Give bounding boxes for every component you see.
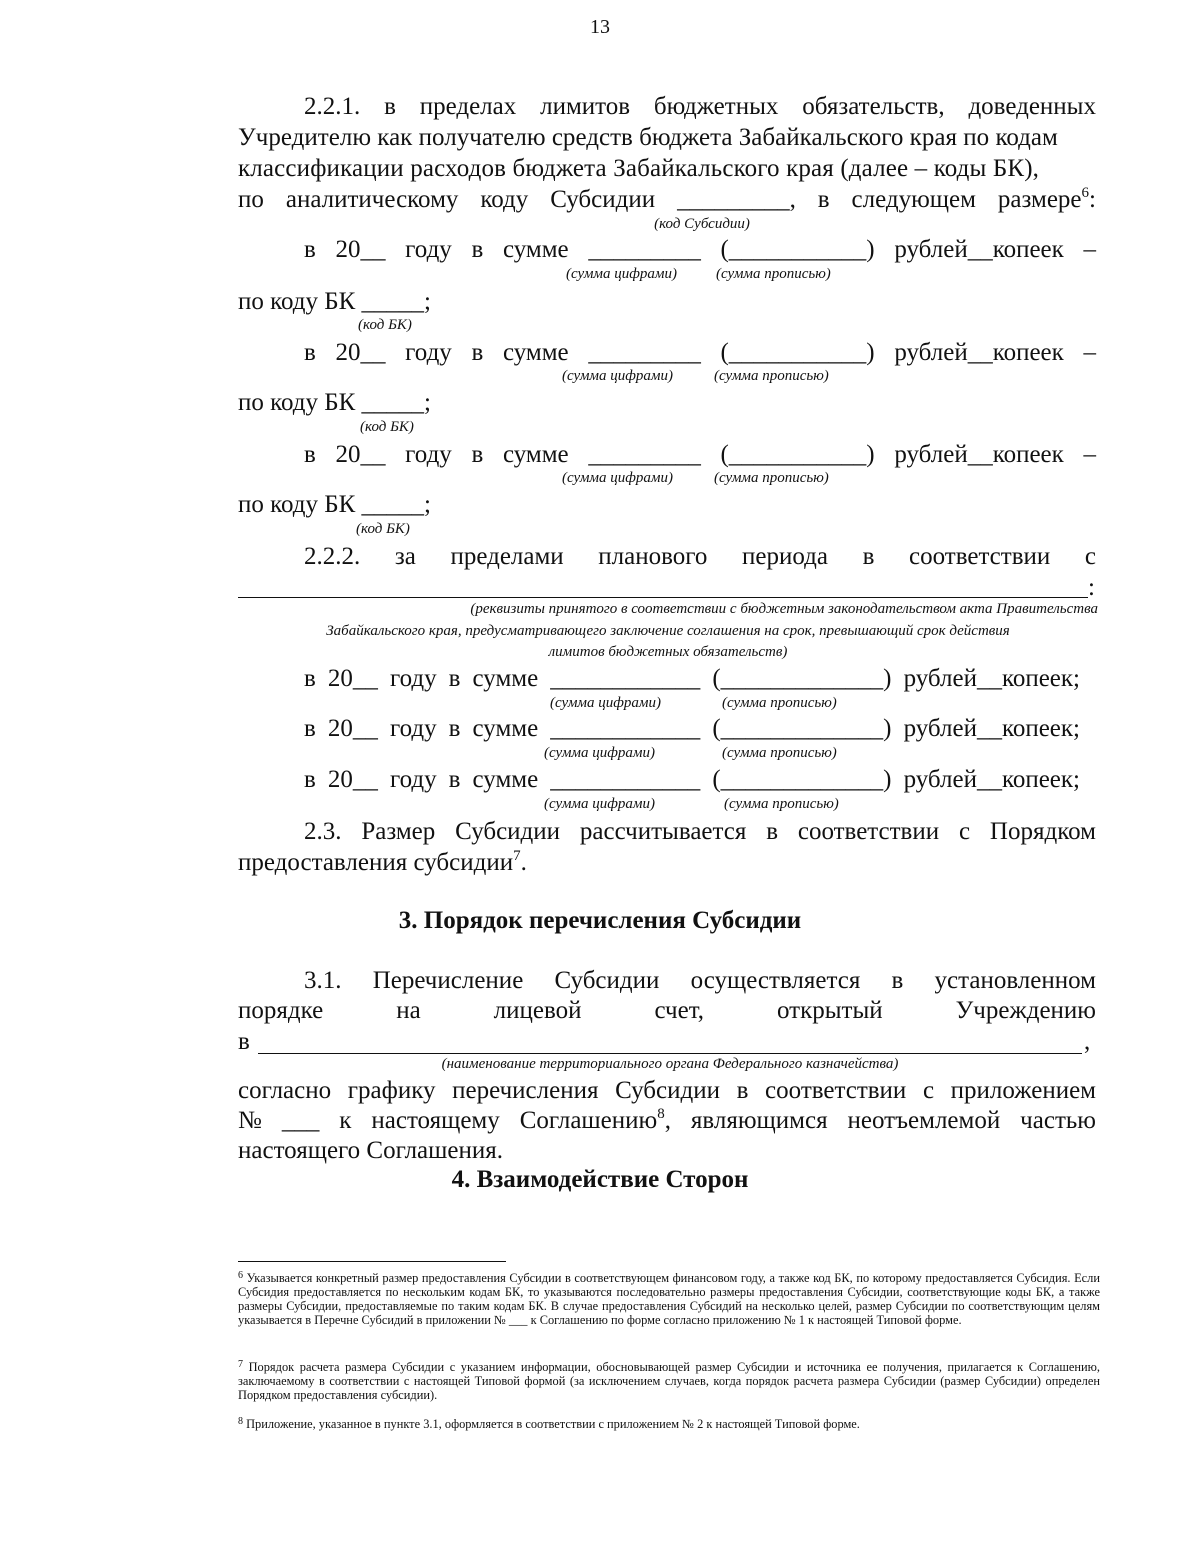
caption-subsidy-code: (код Субсидии) [654,216,750,232]
caption-sum-digits: (сумма цифрами) [544,745,655,761]
year-amount-row-1: в 20__ году в сумме _________ (___________) рублей__копеек – [304,236,1096,263]
caption-sum-words: (сумма прописью) [722,695,837,711]
clause-3-1-line-3-start: в [238,1028,250,1055]
clause-3-1-line-5: № ___ к настоящему Соглашению$^8$, являющимся неотъемлемой частью [238,1106,1096,1134]
year-amount-row-2: в 20__ году в сумме _________ (___________) рублей__копеек – [304,339,1096,366]
clause-2-2-1-line-2: Учредителю как получателю средств бюджета Забайкальского края по кодам [238,124,1058,151]
blank-line-act-details [238,597,1088,598]
year-amount-row-4: в 20__ году в сумме ____________ (_____________) рублей__копеек; [304,665,1080,692]
year-amount-row-6: в 20__ году в сумме ____________ (_____________) рублей__копеек; [304,766,1080,793]
clause-2-2-1-line-3: классификации расходов бюджета Забайкальского края (далее – коды БК), [238,155,1040,182]
clause-2-2-1-line-1: 2.2.1. в пределах лимитов бюджетных обязательств, доведенных [304,93,1096,120]
footnote-separator [238,1261,506,1262]
year-amount-row-3: в 20__ году в сумме _________ (___________) рублей__копеек – [304,441,1096,468]
caption-treasury-body: (наименование территориального органа Федерального казначейства) [441,1056,899,1072]
caption-sum-words: (сумма прописью) [714,368,829,384]
caption-sum-digits: (сумма цифрами) [562,368,673,384]
caption-act-details-2: Забайкальского края, предусматривающего заключение соглашения на срок, превышающий срок действия [326,623,1010,639]
caption-act-details-1: (реквизиты принятого в соответствии с бюджетным законодательством акта Правительства [470,601,1098,617]
year-amount-row-5: в 20__ году в сумме ____________ (_____________) рублей__копеек; [304,715,1080,742]
caption-sum-words: (сумма прописью) [716,266,831,282]
clause-3-1-line-6: настоящего Соглашения. [238,1137,504,1164]
caption-sum-words: (сумма прописью) [714,470,829,486]
clause-2-2-2-colon: : [1088,574,1095,601]
blank-line-treasury-body [258,1053,1082,1054]
clause-2-3-line-2: предоставления субсидии$^7$. [238,848,527,876]
footnote-ref-7: 7 [513,848,521,864]
page-number: 13 [590,16,610,38]
caption-bk-code: (код БК) [360,419,414,435]
caption-sum-digits: (сумма цифрами) [562,470,673,486]
clause-2-2-1-line-4: по аналитическому коду Субсидии _________, в следующем размере$^6$: [238,185,1096,213]
caption-act-details-3: лимитов бюджетных обязательств) [548,644,788,660]
caption-sum-words: (сумма прописью) [724,796,839,812]
section-4-heading: 4. Взаимодействие Сторон [451,1166,749,1193]
bk-code-line-3: по коду БК _____; [238,491,431,518]
footnote-7: $^7$ Порядок расчета размера Субсидии с указанием информации, обосновывающей размер Субсидии и источника ее получения, прилагается к Соглашению, заключаемому в соответствии с настоящей Типовой формой (за исключением случаев, когда порядок расчета размера Субсидии (размер Субсидии) определен Порядком предоставления субсидии). [238,1359,1100,1402]
caption-bk-code: (код БК) [358,317,412,333]
clause-2-2-2-line-1: 2.2.2. за пределами планового периода в соответствии с [304,543,1096,570]
clause-3-1-line-4: согласно графику перечисления Субсидии в соответствии с приложением [238,1077,1096,1104]
caption-sum-digits: (сумма цифрами) [566,266,677,282]
caption-bk-code: (код БК) [356,521,410,537]
footnote-6: $^6$ Указывается конкретный размер предоставления Субсидии в соответствующем финансовом году, а также код БК, по которому предоставляется Субсидия. Если Субсидия предоставляется по нескольким кодам БК, то указываются последовательно размеры предоставления Субсидии, соответствующие коды БК, а также размеры Субсидии, предоставляемые по таким кодам БК. В случае предоставления Субсидий на несколько целей, размер Субсидии по соответствующим целям указывается в Перечне Субсидий в приложении № ___ к Соглашению по форме согласно приложению № 1 к настоящей Типовой форме. [238,1270,1100,1327]
clause-3-1-line-1: 3.1. Перечисление Субсидии осуществляется в установленном [304,967,1096,994]
footnote-ref-8: 8 [657,1106,665,1122]
footnote-8: $^8$ Приложение, указанное в пункте 3.1, оформляется в соответствии с приложением № 2 к настоящей Типовой форме. [238,1416,860,1431]
clause-2-3-line-1: 2.3. Размер Субсидии рассчитывается в соответствии с Порядком [304,818,1096,845]
footnote-ref-6: 6 [1081,185,1090,201]
bk-code-line-1: по коду БК _____; [238,288,431,315]
clause-3-1-line-3-end: , [1084,1028,1091,1055]
caption-sum-digits: (сумма цифрами) [550,695,661,711]
caption-sum-words: (сумма прописью) [722,745,837,761]
clause-3-1-line-2: порядке на лицевой счет, открытый Учреждению [238,997,1096,1024]
section-3-heading: 3. Порядок перечисления Субсидии [398,907,802,934]
bk-code-line-2: по коду БК _____; [238,389,431,416]
caption-sum-digits: (сумма цифрами) [544,796,655,812]
